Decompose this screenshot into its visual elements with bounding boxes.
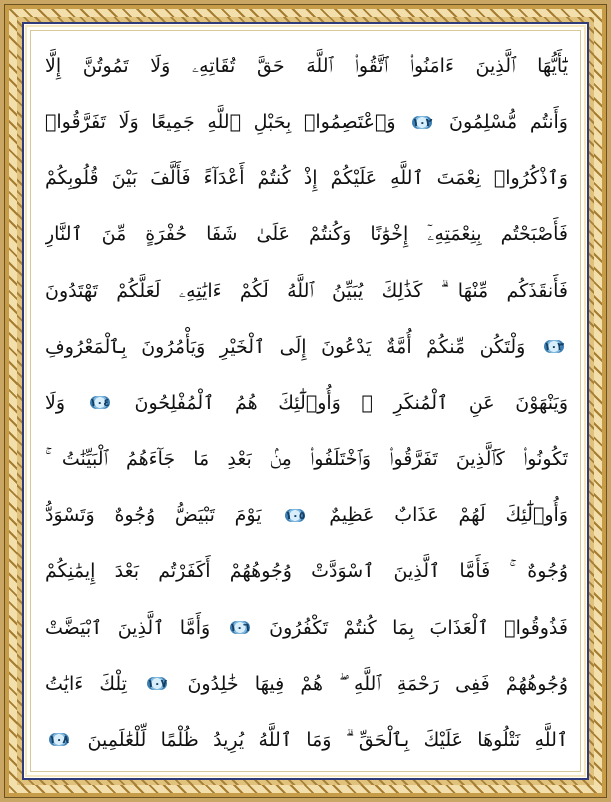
- verse-line: [45, 270, 568, 312]
- verse-text: وَأُو۟لَٰٓئِكَ لَهُمْ عَذَابٌ عَظِيمٌ: [329, 504, 568, 527]
- verse-text: فَذُوقُوا۟ ٱلْعَذَابَ بِمَا كُنتُمْ تَكْفُرُونَ: [269, 616, 568, 639]
- verse-text: وَيَنْهَوْنَ عَنِ ٱلْمُنكَرِ ۚ وَأُو۟لَٰٓئِكَ هُمُ ٱلْمُفْلِحُونَ: [134, 391, 568, 414]
- verse-line: [45, 45, 568, 87]
- ayah-number-marker: ١٠٤: [89, 396, 110, 410]
- verse-text: فَأَصْبَحْتُم بِنِعْمَتِهِۦٓ إِخْوَٰنًا وَكُنتُمْ عَلَىٰ شَفَا حُفْرَةٍ مِّنَ ٱلنَّارِ: [45, 223, 568, 246]
- ayah-number-marker: ١٠٥: [285, 508, 306, 522]
- ayah-number-marker: ١٠٧: [147, 677, 168, 691]
- verse-text: فَأَنقَذَكُم مِّنْهَا ۗ كَذَٰلِكَ يُبَيِّنُ ٱللَّهُ لَكُمْ ءَايَٰتِهِۦ لَعَلَّكُمْ تَهْتَدُونَ: [45, 279, 568, 302]
- verse-line: [45, 663, 568, 705]
- verse-line: [45, 719, 568, 761]
- verse-text: وَأَمَّا ٱلَّذِينَ ٱبْيَضَّتْ: [45, 616, 211, 639]
- mushaf-page: [30, 30, 581, 772]
- verse-text: وُجُوهُهُمْ فَفِى رَحْمَةِ ٱللَّهِ ۖ هُمْ فِيهَا خَٰلِدُونَ: [187, 672, 568, 695]
- ayah-number-marker: ١٠٦: [229, 621, 250, 635]
- verse-line: [45, 157, 568, 199]
- verse-text: يَٰٓأَيُّهَا ٱلَّذِينَ ءَامَنُوا۟ ٱتَّقُوا۟ ٱللَّهَ حَقَّ تُقَاتِهِۦ وَلَا تَمُوتُنَّ إِلَّا: [45, 55, 568, 77]
- verse-line: [45, 213, 568, 255]
- verse-line: [45, 550, 568, 592]
- ayah-number-marker: ١٠٨: [49, 733, 70, 747]
- verse-text: يَوْمَ تَبْيَضُّ وُجُوهٌ وَتَسْوَدُّ: [45, 504, 262, 527]
- verse-text: تَكُونُوا۟ كَٱلَّذِينَ تَفَرَّقُوا۟ وَٱخْتَلَفُوا۟ مِنۢ بَعْدِ مَا جَآءَهُمُ ٱلْبَيِّنَٰتُ ۚ: [45, 448, 568, 471]
- verse-text: ٱللَّهِ نَتْلُوهَا عَلَيْكَ بِٱلْحَقِّ ۗ وَمَا ٱللَّهُ يُرِيدُ ظُلْمًا لِّلْعَٰلَمِينَ: [87, 728, 568, 751]
- verse-line: [45, 438, 568, 480]
- verse-text: وَٱذْكُرُوا۟ نِعْمَتَ ٱللَّهِ عَلَيْكُمْ إِذْ كُنتُمْ أَعْدَآءً فَأَلَّفَ بَيْنَ قُلُوبِكُمْ: [45, 167, 568, 190]
- verse-line: [45, 101, 568, 143]
- verse-line: [45, 382, 568, 424]
- verse-text: وَأَنتُم مُّسْلِمُونَ: [449, 111, 568, 134]
- ayah-number-marker: ١٠٣: [543, 340, 564, 354]
- verse-line: [45, 326, 568, 368]
- verse-text: تِلْكَ ءَايَٰتُ: [45, 672, 127, 695]
- verse-line: [45, 607, 568, 649]
- verse-text: وَٱعْتَصِمُوا۟ بِحَبْلِ ٱللَّهِ جَمِيعًا وَلَا تَفَرَّقُوا۟: [45, 111, 396, 134]
- verse-text: وَلْتَكُن مِّنكُمْ أُمَّةٌ يَدْعُونَ إِلَى ٱلْخَيْرِ وَيَأْمُرُونَ بِٱلْمَعْرُوفِ: [45, 335, 526, 358]
- ayah-number-marker: ١٠٢: [412, 115, 433, 129]
- verse-text: وُجُوهٌ ۚ فَأَمَّا ٱلَّذِينَ ٱسْوَدَّتْ وُجُوهُهُمْ أَكَفَرْتُم بَعْدَ إِيمَٰنِكُمْ: [45, 560, 568, 583]
- verse-lines: [45, 45, 568, 761]
- verse-line: [45, 494, 568, 536]
- verse-text: وَلَا: [45, 391, 66, 414]
